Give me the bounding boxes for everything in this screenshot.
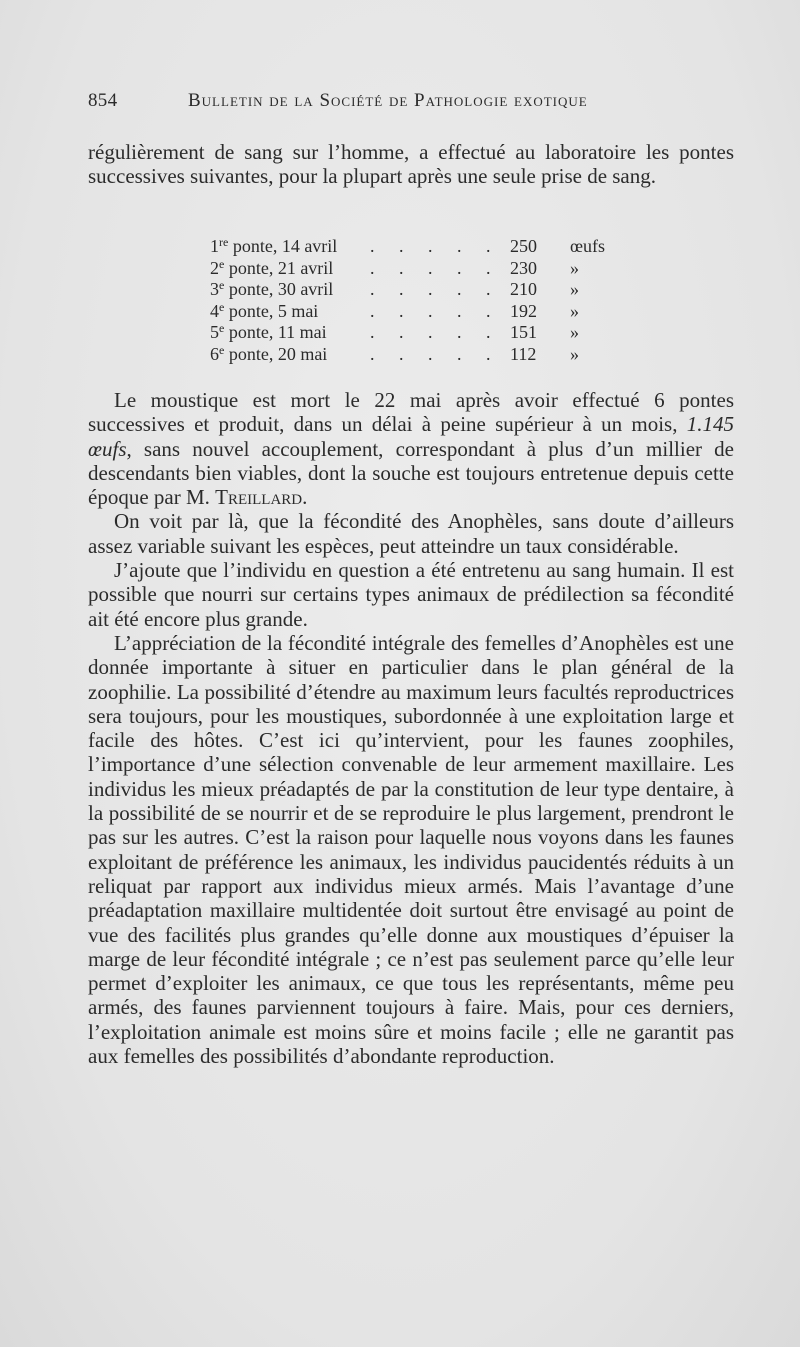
ponte-label: 4e ponte, 5 mai [210, 299, 319, 321]
ponte-row [210, 279, 630, 301]
ponte-row [210, 301, 630, 323]
leader-dots: . . . . . [370, 300, 501, 321]
leader-dots: . . . . . [370, 236, 501, 256]
ponte-row [210, 236, 630, 258]
ponte-unit: » [570, 322, 579, 343]
pontes-list [210, 236, 630, 366]
body-text [88, 388, 734, 1068]
leader-dots: . . . . . [370, 343, 501, 364]
intro-paragraph: régulièrement de sang sur l’homme, a effectué au laboratoire les pontes successives suivantes, pour la plupart après une seule prise de sang. [88, 140, 734, 189]
leader-dots: . . . . . [370, 279, 501, 300]
ponte-value: 192 [510, 300, 537, 321]
ponte-value: 250 [510, 236, 537, 256]
leader-dots: . . . . . [370, 322, 501, 343]
ponte-value: 210 [510, 279, 537, 300]
ponte-unit: » [570, 300, 579, 321]
ponte-row [210, 344, 630, 366]
ponte-value: 230 [510, 257, 537, 278]
ponte-label: 5e ponte, 11 mai [210, 321, 327, 343]
paragraph-fecondite: On voit par là, que la fécondité des Anophèles, sans doute d’ailleurs assez variable suivant les espèces, peut atteindre un taux considérable. [88, 509, 734, 558]
ponte-row [210, 322, 630, 344]
paragraph-zoophilie: L’appréciation de la fécondité intégrale des femelles d’Anophèles est une donnée importante à situer en particulier dans le plan général de la zoophilie. La possibilité d’étendre au maximum leurs facultés reproductrices sera toujours, pour les moustiques, subordonnée à une exploitation large et facile des hôtes. C’est ici qu’intervient, pour les faunes zoophiles, l’importance d’une sélection convenable de leur armement maxillaire. Les individus les mieux préadaptés de par la constitution de leur type dentaire, à la possibilité de se nourrir et de se reproduire le plus largement, prendront le pas sur les autres. C’est la raison pour laquelle nous voyons dans les faunes exploitant de préférence les animaux, les individus paucidentés réduits à un reliquat par rapport aux individus mieux armés. Mais l’avantage d’une préadaptation maxillaire multidentée doit surtout être envisagé au point de vue des facilités plus grandes qu’elle donne aux moustiques d’épuiser la marge de leur fécondité intégrale ; ce n’est pas seulement parce qu’elle leur permet d’exploiter les animaux, ce que tous les représentants, même peu armés, des faunes parviennent toujours à faire. Mais, pour ces derniers, l’exploitation animale est moins sûre et moins facile ; elle ne garantit pas aux femelles des possibilités d’abondante reproduction. [88, 630, 734, 1069]
paragraph-moustique-mort: Le moustique est mort le 22 mai après avoir effectué 6 pontes successives et produit, dans un délai à peine supérieur à un mois, 1.145 œufs, sans nouvel accouplement, correspondant à plus d’un millier de descendants bien viables, dont la souche est toujours entretenue depuis cette époque par M. Treillard. [88, 388, 734, 510]
ponte-unit: œufs [570, 236, 605, 256]
ponte-value: 112 [510, 343, 537, 364]
running-title: Bulletin de la Société de Pathologie exotique [188, 90, 588, 111]
page-number: 854 [88, 90, 118, 111]
ponte-label: 2e ponte, 21 avril [210, 256, 334, 278]
ponte-value: 151 [510, 322, 537, 343]
ponte-row [210, 258, 630, 280]
ponte-unit: » [570, 343, 579, 364]
ponte-label: 1re ponte, 14 avril [210, 235, 338, 256]
egg-total: 1.145 œufs [88, 412, 734, 461]
paragraph-sang-humain: J’ajoute que l’individu en question a été entretenu au sang humain. Il est possible que nourri sur certains types animaux de prédilection sa fécondité ait été encore plus grande. [88, 558, 734, 631]
ponte-unit: » [570, 279, 579, 300]
ponte-label: 6e ponte, 20 mai [210, 342, 328, 364]
leader-dots: . . . . . [370, 257, 501, 278]
ponte-label: 3e ponte, 30 avril [210, 278, 334, 300]
author-name: Treillard [215, 485, 303, 510]
ponte-unit: » [570, 257, 579, 278]
